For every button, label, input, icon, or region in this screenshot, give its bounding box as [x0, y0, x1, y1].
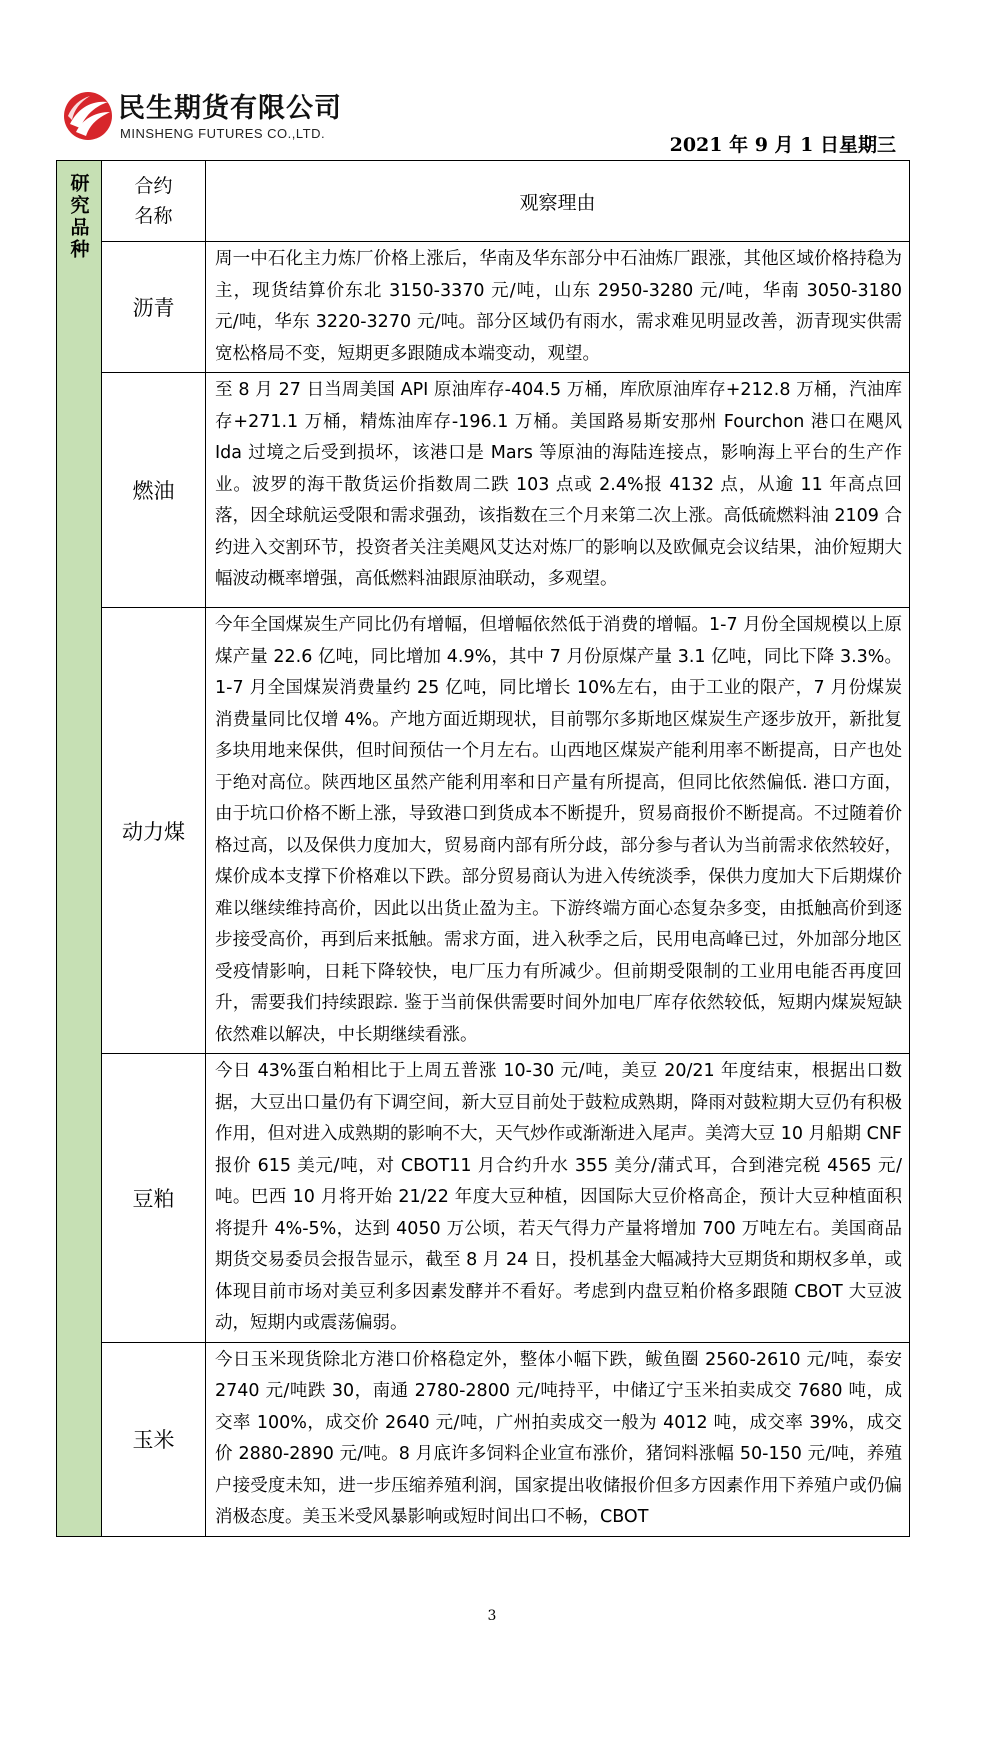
company-logo	[62, 84, 362, 154]
minsheng-logo-icon	[62, 90, 114, 142]
col-header-contract-name	[102, 161, 206, 242]
report-date: 2021 年 9 月 1 日星期三	[669, 134, 896, 156]
reason-text: 今日 43%蛋白粕相比于上周五普涨 10-30 元/吨，美豆 20/21 年度结束，根据出口数据，大豆出口量仍有下调空间，新大豆目前处于鼓粒成熟期，降雨对鼓粒期大豆仍有积极作用，但对进入成熟期的影响不大，天气炒作或渐渐进入尾声。美湾大豆 10 月船期 CNF 报价 615 美元/吨，对 CBOT11 月合约升水 355 美分/蒲式耳，合到港完税 4565 元/吨。巴西 10 月将开始 21/22 年度大豆种植，因国际大豆价格高企，预计大豆种植面积将提升 4%-5%，达到 4050 万公顷，若天气得力产量将增加 700 万吨左右。美国商品期货交易委员会报告显示，截至 8 月 24 日，投机基金大幅减持大豆期货和期权多单，或体现目前市场对美豆利多因素发酵并不看好。考虑到内盘豆粕价格多跟随 CBOT 大豆波动，短期内或震荡偏弱。	[206, 1054, 910, 1343]
contract-name: 玉米	[102, 1342, 206, 1536]
table-row	[57, 373, 910, 608]
table-row	[57, 1054, 910, 1343]
col-header-contract-name-text: 合约 名称	[134, 175, 173, 227]
company-name-en: MINSHENG FUTURES CO.,LTD.	[120, 126, 326, 141]
reason-text: 今日玉米现货除北方港口价格稳定外，整体小幅下跌，鲅鱼圈 2560-2610 元/吨，泰安 2740 元/吨跌 30，南通 2780-2800 元/吨持平，中储辽宁玉米拍卖成交 7680 吨，成交率 100%，成交价 2640 元/吨，广州拍卖成交一般为 4012 吨，成交率 39%，成交价 2880-2890 元/吨。8 月底许多饲料企业宣布涨价，猪饲料涨幅 50-150 元/吨，养殖户接受度未知，进一步压缩养殖利润，国家提出收储报价但多方因素作用下养殖户或仍偏消极态度。美玉米受风暴影响或短时间出口不畅，CBOT	[206, 1342, 910, 1536]
contract-name: 动力煤	[102, 608, 206, 1054]
side-label: 研究品种	[67, 173, 90, 261]
reason-text: 周一中石化主力炼厂价格上涨后，华南及华东部分中石油炼厂跟涨，其他区域价格持稳为主，现货结算价东北 3150-3370 元/吨，山东 2950-3280 元/吨，华南 3050-3180 元/吨，华东 3220-3270 元/吨。部分区域仍有雨水，需求难见明显改善，沥青现实供需宽松格局不变，短期更多跟随成本端变动，观望。	[206, 242, 910, 373]
page-header	[0, 0, 984, 160]
table-header-row	[57, 161, 910, 242]
col-header-reason: 观察理由	[206, 161, 910, 242]
contract-name: 燃油	[102, 373, 206, 608]
table-row	[57, 608, 910, 1054]
reason-text: 今年全国煤炭生产同比仍有增幅，但增幅依然低于消费的增幅。1-7 月份全国规模以上原煤产量 22.6 亿吨，同比增加 4.9%，其中 7 月份原煤产量 3.1 亿吨，同比下降 3.3%。1-7 月全国煤炭消费量约 25 亿吨，同比增长 10%左右，由于工业的限产，7 月份煤炭消费量同比仅增 4%。产地方面近期现状，目前鄂尔多斯地区煤炭生产逐步放开，新批复多块用地来保供，但时间预估一个月左右。山西地区煤炭产能利用率不断提高，日产也处于绝对高位。陕西地区虽然产能利用率和日产量有所提高，但同比依然偏低. 港口方面，由于坑口价格不断上涨，导致港口到货成本不断提升，贸易商报价不断提高。不过随着价格过高，以及保供力度加大，贸易商内部有所分歧，部分参与者认为当前需求依然较好，煤价成本支撑下价格难以下跌。部分贸易商认为进入传统淡季，保供力度加大下后期煤价难以继续维持高价，因此以出货止盈为主。下游终端方面心态复杂多变，由抵触高价到逐步接受高价，再到后来抵触。需求方面，进入秋季之后，民用电高峰已过，外加部分地区受疫情影响，日耗下降较快，电厂压力有所减少。但前期受限制的工业用电能否再度回升，需要我们持续跟踪. 鉴于当前保供需要时间外加电厂库存依然较低，短期内煤炭短缺依然难以解决，中长期继续看涨。	[206, 608, 910, 1054]
side-label-cell	[57, 161, 102, 1537]
contract-name: 沥青	[102, 242, 206, 373]
reason-text: 至 8 月 27 日当周美国 API 原油库存-404.5 万桶，库欣原油库存+212.8 万桶，汽油库存+271.1 万桶，精炼油库存-196.1 万桶。美国路易斯安那州 Fourchon 港口在飓风 Ida 过境之后受到损坏，该港口是 Mars 等原油的海陆连接点，影响海上平台的生产作业。波罗的海干散货运价指数周二跌 103 点或 2.4%报 4132 点，从逾 11 年高点回落，因全球航运受限和需求强劲，该指数在三个月来第二次上涨。高低硫燃料油 2109 合约进入交割环节，投资者关注美飓风艾达对炼厂的影响以及欧佩克会议结果，油价短期大幅波动概率增强，高低燃料油跟原油联动，多观望。	[206, 373, 910, 608]
research-table	[56, 160, 910, 1537]
company-name-cn: 民生期货有限公司	[118, 93, 342, 124]
table-row	[57, 242, 910, 373]
page-number: 3	[487, 1608, 497, 1624]
contract-name: 豆粕	[102, 1054, 206, 1343]
table-row	[57, 1342, 910, 1536]
